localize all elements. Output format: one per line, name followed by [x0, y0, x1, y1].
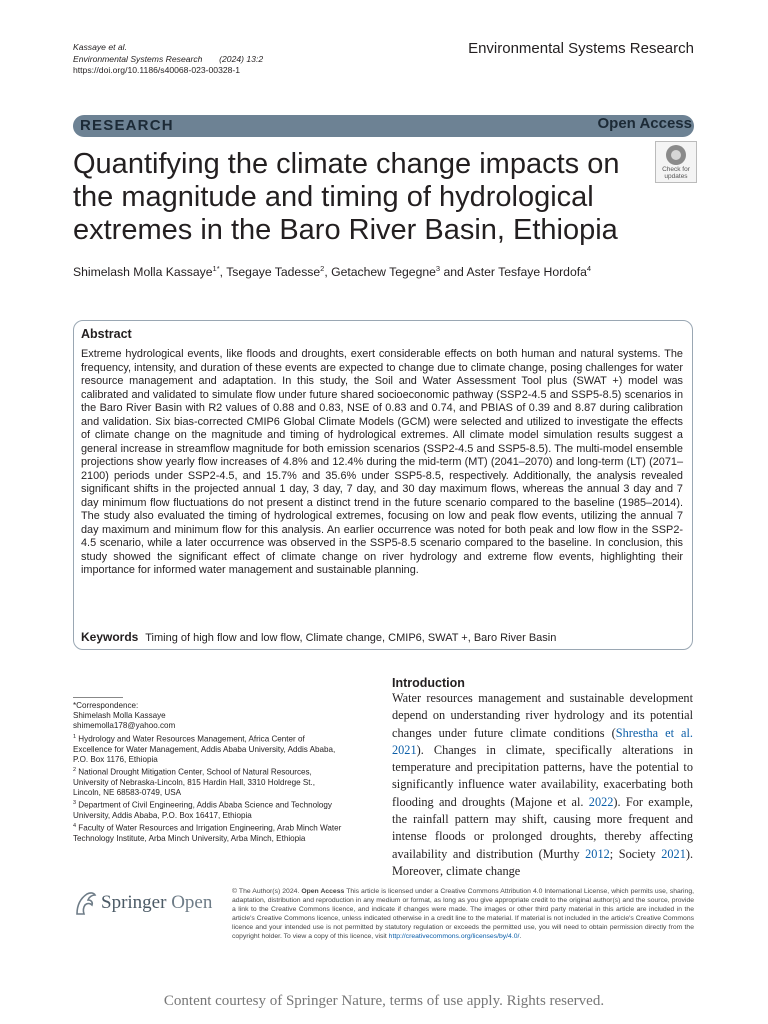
author-name: Tsegaye Tadesse: [226, 265, 321, 280]
header-volume: (2024) 13:2: [219, 53, 264, 64]
author-list: Shimelash Molla Kassaye$^{1*}$, Tsegaye Tadesse$^2$, Getachew Tegegne$^3$ and Aster Tesfaye Hordofa$^4$: [73, 264, 592, 280]
correspondence-block: [73, 701, 343, 844]
author-affiliation: 3: [435, 264, 441, 273]
author-name: Getachew Tegegne: [331, 265, 436, 280]
keywords-list: Timing of high flow and low flow, Climate change, CMIP6, SWAT +, Baro River Basin: [145, 632, 557, 644]
journal-name: Environmental Systems Research: [468, 40, 694, 57]
check-for-updates-badge[interactable]: [655, 141, 697, 183]
citation-link[interactable]: 2021: [661, 846, 686, 861]
header-authors: Kassaye et al.: [73, 42, 127, 52]
footnote-divider: [73, 697, 123, 698]
author-name: Aster Tesfaye Hordofa: [466, 265, 587, 280]
springer-open-logo: [73, 888, 223, 920]
abstract-text: Extreme hydrological events, like floods and droughts, exert considerable effects on both human and natural systems. The frequency, intensity, and duration of these events are expected to change due to climate change, posing challenges for water resource management and adaptation. In this study, the Soil and Water Assessment Tool plus (SWAT +) model was calibrated and validated to simulate flow under future shared socioeconomic pathway (SSP2-4.5 and SSP5-8.5) scenarios in the Baro River Basin with R2 values of 0.88 and 0.83, NSE of 0.83 and 0.74, and PBIAS of 0.39 and 8.87 during calibration and validation. Six bias-corrected CMIP6 Global Climate Models (GCM) were selected and utilized to investigate the effects of climate change on the magnitude and timing of hydrological extremes. All climate model simulation results suggest a general increase in streamflow magnitude for both emission scenarios (SSP2-4.5 and SSP5-8.5). The multi-model ensemble projections show yearly flow increases of 4.8% and 12.4% during the mid-term (MT) (2041–2070) and long-term (LT) (2071–2100) periods under SSP2-4.5, and 15.7% and 35.6% under SSP5-8.5, respectively. Additionally, the analysis revealed significant shifts in the projected annual 1 day, 3 day, 7 day, and 30 day maximum flows, whereas the annual 3 day and 7 day minimum flow fluctuations do not present a distinct trend in the future scenario compared to the baseline (1985–2014). The study also evaluated the timing of hydrological extremes, focusing on low and peak flow events, utilizing the annual 7 day maximum and minimum flow for this analysis. An earlier occurrence was noted for both peak and low flow in the SSP2-4.5 scenario, while a later occurrence was observed in the SSP5-8.5 scenario compared to the baseline. In conclusion, this study showed the significant effect of climate change on river hydrology and extreme flow events, highlighting their importance for informed water management and sustainable planning.: [81, 348, 683, 576]
author-affiliation: 2: [320, 264, 325, 273]
springer-horse-icon: [73, 890, 97, 916]
affiliation: $^1$ Hydrology and Water Resources Management, Africa Center of Excellence for Water Management, Addis Ababa University, Addis Ababa, P.O. Box 1176, Ethiopia: [73, 733, 336, 764]
author-affiliation: 4: [586, 264, 592, 273]
header-doi[interactable]: https://doi.org/10.1186/s40068-023-00328-1: [73, 65, 241, 75]
citation-link[interactable]: 2012: [585, 846, 610, 861]
article-title: Quantifying the climate change impacts on the magnitude and timing of hydrological extremes in the Baro River Basin, Ethiopia: [73, 148, 620, 246]
affiliation: $^2$ National Drought Mitigation Center, School of Natural Resources, University of Nebraska-Lincoln, 815 Hardin Hall, 3310 Holdrege St., Lincoln, NE 68583-0749, USA: [73, 766, 316, 797]
citation-link[interactable]: 2022: [588, 794, 614, 809]
correspondence-label: *Correspondence:: [73, 701, 139, 710]
author-name: Shimelash Molla Kassaye: [73, 265, 213, 280]
publisher-suffix: Open: [166, 892, 213, 913]
running-header: [73, 42, 263, 77]
affiliation: $^3$ Department of Civil Engineering, Addis Ababa Science and Technology University, Addis Ababa, P.O. Box 16417, Ethiopia: [73, 800, 332, 821]
correspondence-email[interactable]: shimemolla178@yahoo.com: [73, 721, 176, 731]
open-access-label: Open Access: [597, 115, 692, 132]
publisher-name: Springer: [101, 892, 167, 913]
header-journal: Environmental Systems Research: [73, 53, 203, 64]
keywords-label: Keywords: [81, 630, 139, 644]
author-affiliation: 1*: [212, 264, 220, 273]
license-open-access: Open Access: [301, 888, 345, 895]
abstract-heading: Abstract: [81, 327, 132, 341]
check-updates-icon: [666, 145, 686, 165]
license-link[interactable]: http://creativecommons.org/licenses/by/4.0/: [388, 933, 520, 941]
check-updates-line1: Check for: [662, 166, 690, 173]
affiliation: $^4$ Faculty of Water Resources and Irrigation Engineering, Arab Minch Water Technology Institute, Arba Minch University, Arba Minch, Ethiopia: [73, 823, 342, 844]
page-footer: Content courtesy of Springer Nature, terms of use apply. Rights reserved.: [163, 993, 605, 1009]
citation-link[interactable]: Shrestha et al. 2021: [392, 725, 694, 757]
introduction-text: Water resources management and sustainable development depend on understanding river hydrology and its potential changes under future climate conditions (Shrestha et al. 2021). Changes in climate, specifically alterations in temperature and precipitation patterns, have the potential to significantly influence water availability, exacerbating both flooding and droughts (Majone et al. 2022). For example, the rainfall pattern may shift, causing more frequent and intense floods or prolonged droughts, thereby affecting availability and distribution (Murthy 2012; Society 2021). Moreover, climate change: [392, 691, 694, 878]
correspondence-name: Shimelash Molla Kassaye: [73, 711, 166, 721]
keywords: [81, 630, 683, 645]
check-updates-line2: updates: [664, 173, 688, 180]
article-type-label: RESEARCH: [80, 117, 174, 134]
introduction-heading: Introduction: [392, 676, 465, 690]
license-notice: © The Author(s) 2024. Open Access This article is licensed under a Creative Commons Attribution 4.0 International License, which permits use, sharing, adaptation, distribution and reproduction in any medium or format, as long as you give appropriate credit to the original author(s) and the source, provide a link to the Creative Commons licence, and indicate if changes were made. The images or other third party material in this article are included in the article's Creative Commons licence, unless indicated otherwise in a credit line to the material. If material is not included in the article's Creative Commons licence and your intended use is not permitted by statutory regulation or exceeds the permitted use, you will need to obtain permission directly from the copyright holder. To view a copy of this licence, visit http://creativecommons.org/licenses/by/4.0/.: [232, 888, 694, 941]
